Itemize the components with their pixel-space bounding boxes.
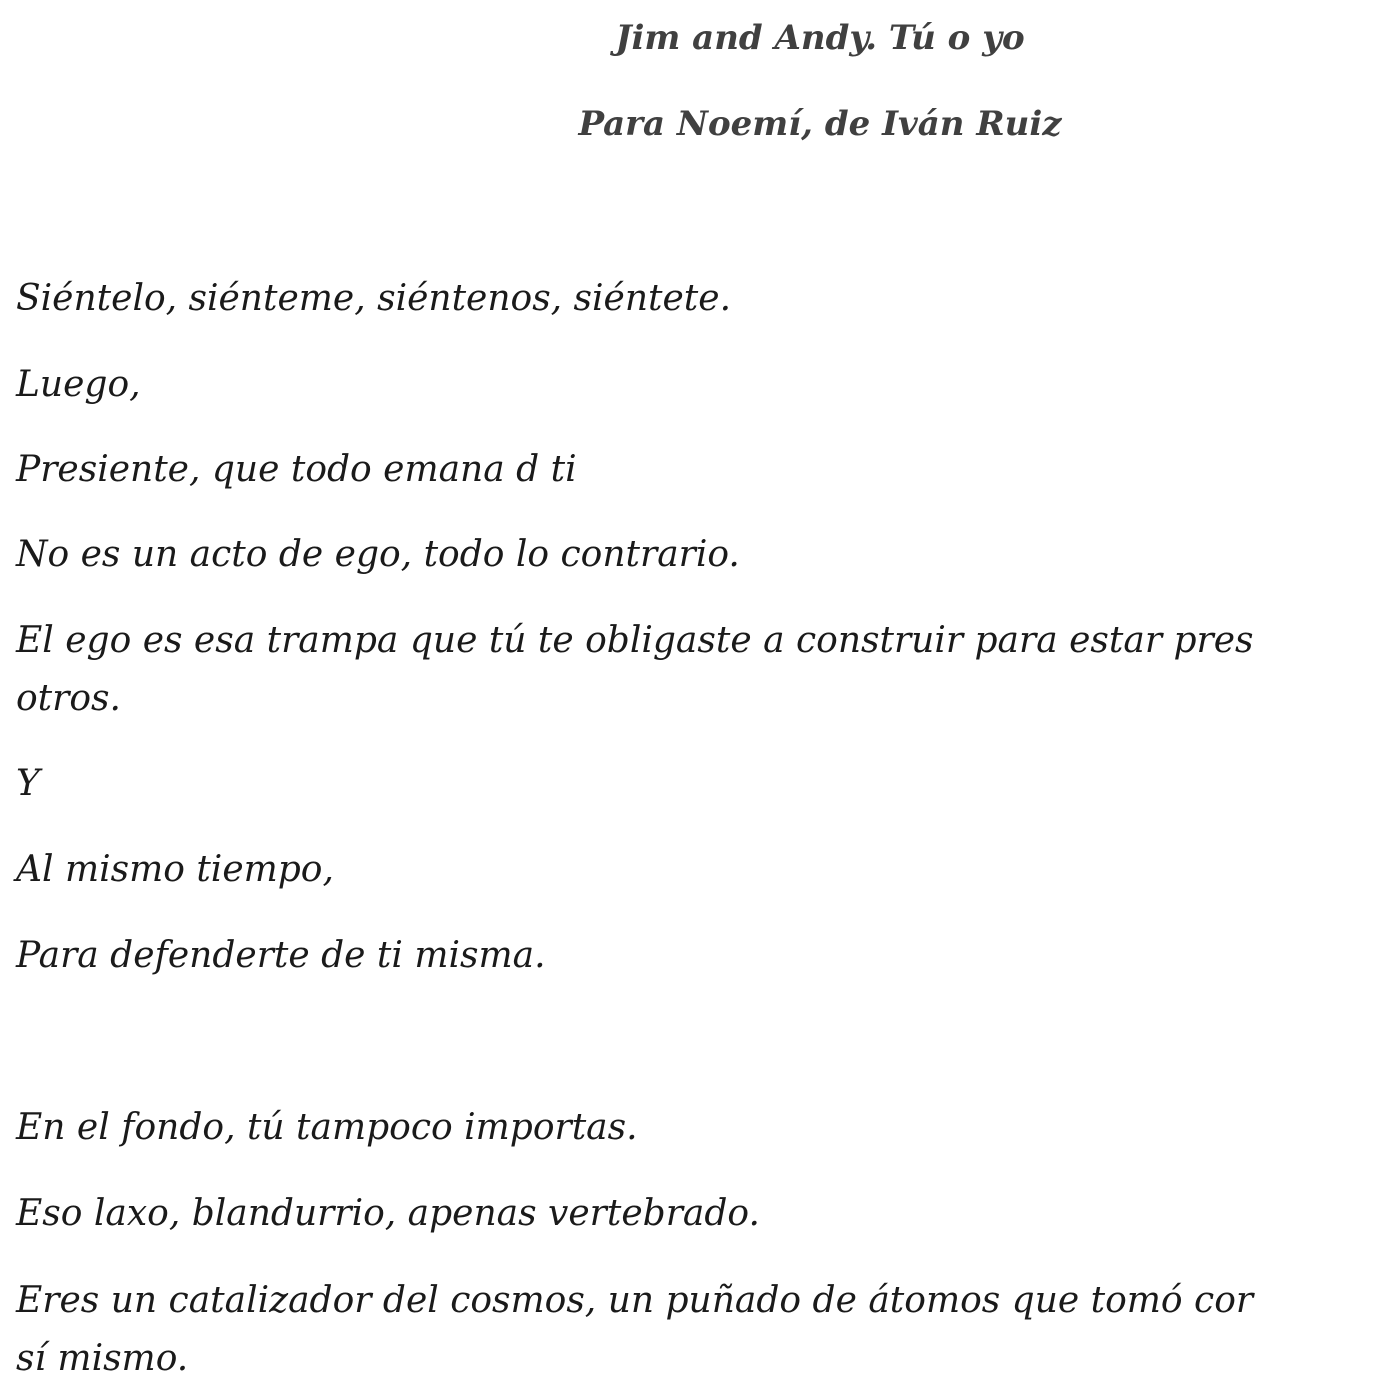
poem-line: Luego, [16,364,141,405]
poem-line: Al mismo tiempo, [16,849,334,890]
poem-line: Eres un catalizador del cosmos, un puñado de átomos que tomó cor [16,1280,1254,1321]
document-subtitle: Para Noemí, de Iván Ruiz [578,104,1062,144]
document-title: Jim and Andy. Tú o yo [615,18,1025,58]
poem-line: En el fondo, tú tampoco importas. [16,1107,638,1148]
poem-line: El ego es esa trampa que tú te obligaste a construir para estar pres [16,620,1254,661]
poem-line: Eso laxo, blandurrio, apenas vertebrado. [16,1193,760,1234]
poem-line: Siéntelo, siénteme, siéntenos, siéntete. [16,278,732,319]
poem-line: otros. [16,678,121,719]
poem-line: sí mismo. [16,1338,189,1379]
poem-line: Para defenderte de ti misma. [16,935,546,976]
poem-line: Y [16,763,40,804]
poem-line: No es un acto de ego, todo lo contrario. [16,534,740,575]
poem-line: Presiente, que todo emana d ti [16,449,577,490]
